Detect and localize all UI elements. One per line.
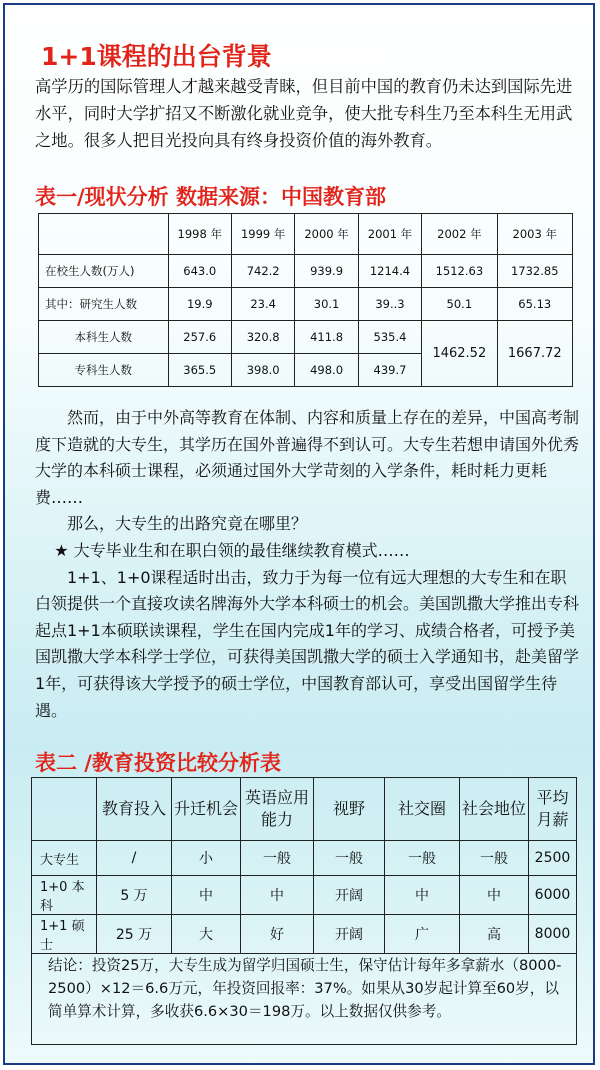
table2-heading: 表二 /教育投资比较分析表 [35, 751, 281, 775]
table-corner-cell [32, 778, 97, 841]
enrollment-table [38, 213, 573, 387]
table-corner-cell [39, 214, 169, 255]
table-cell: 6000 [529, 876, 577, 915]
table-row [39, 255, 573, 288]
intro-paragraph: 高学历的国际管理人才越来越受青睐，但目前中国的教育仍未达到国际先进水平，同时大学扩招又不断激化就业竞争，使大批专科生乃至本科生无用武之地。很多人把目光投向具有终身投资价值的海外教育。 [35, 77, 573, 150]
table-row [39, 214, 573, 255]
row-label: 在校生人数(万人) [39, 255, 169, 288]
table-cell: 65.13 [497, 288, 572, 321]
table-cell: 2500 [529, 841, 577, 876]
year-header: 1999 年 [231, 214, 294, 255]
star-paragraph: ★ 大专毕业生和在职白领的最佳继续教育模式…… [54, 540, 410, 560]
year-header: 2002 年 [422, 214, 497, 255]
table-cell: 25 万 [97, 915, 172, 954]
page-frame [3, 3, 595, 1065]
table-row [32, 778, 576, 841]
table-cell: 1732.85 [497, 255, 572, 288]
row-label: 大专生 [32, 841, 97, 876]
table-cell: 742.2 [231, 255, 294, 288]
row-label: 1+0 本科 [32, 876, 97, 915]
table-cell: / [97, 841, 172, 876]
table-cell: 939.9 [295, 255, 358, 288]
comparison-table [32, 778, 576, 954]
merged-cell: 1667.72 [497, 321, 572, 387]
table-cell: 643.0 [168, 255, 231, 288]
table-cell: 开阔 [314, 915, 385, 954]
table-cell: 257.6 [168, 321, 231, 354]
comparison-box [31, 777, 577, 1045]
paragraph: 那么，大专生的出路究竟在哪里？ [67, 514, 308, 534]
table-row [39, 321, 573, 354]
column-header: 英语应用能力 [241, 778, 314, 841]
table-cell: 一般 [314, 841, 385, 876]
table-cell: 小 [172, 841, 241, 876]
table-cell: 好 [241, 915, 314, 954]
year-header: 2003 年 [497, 214, 572, 255]
column-header: 平均月薪 [529, 778, 577, 841]
row-label: 1+1 硕士 [32, 915, 97, 954]
column-header: 社交圈 [385, 778, 460, 841]
table-row [39, 288, 573, 321]
column-header: 社会地位 [460, 778, 529, 841]
body-text [35, 405, 580, 724]
table-cell: 中 [172, 876, 241, 915]
table-cell: 23.4 [231, 288, 294, 321]
table-cell: 一般 [460, 841, 529, 876]
table-row [32, 915, 576, 954]
table-cell: 开阔 [314, 876, 385, 915]
row-label: 本科生人数 [39, 321, 169, 354]
column-header: 升迁机会 [172, 778, 241, 841]
column-header: 教育投入 [97, 778, 172, 841]
column-header: 视野 [314, 778, 385, 841]
table-cell: 498.0 [295, 354, 358, 387]
row-label: 专科生人数 [39, 354, 169, 387]
merged-cell: 1462.52 [422, 321, 497, 387]
table-cell: 1214.4 [358, 255, 421, 288]
year-header: 1998 年 [168, 214, 231, 255]
table-cell: 一般 [241, 841, 314, 876]
year-header: 2000 年 [295, 214, 358, 255]
conclusion-text: 结论：投资25万，大专生成为留学归国硕士生，保守估计每年多拿薪水（8000-2500）×12＝6.6万元，年投资回报率：37%。如果从30岁起计算至60岁，以简单算术计算，多收获6.6×30＝198万。以上数据仅供参考。 [48, 957, 562, 1020]
page-title: 1+1课程的出台背景 [41, 42, 272, 71]
table-cell: 中 [460, 876, 529, 915]
table-cell: 19.9 [168, 288, 231, 321]
paragraph: 1+1、1+0课程适时出击，致力于为每一位有远大理想的大专生和在职白领提供一个直接攻读名牌海外大学本科硕士的机会。美国凯撒大学推出专科起点1+1本硕联读课程，学生在国内完成1年的学习、成绩合格者，可授予美国凯撒大学本科学士学位，可获得美国凯撒大学的硕士入学通知书，赴美留学1年，可获得该大学授予的硕士学位，中国教育部认可，享受出国留学生待遇。 [35, 567, 580, 720]
table-cell: 8000 [529, 915, 577, 954]
table-cell: 大 [172, 915, 241, 954]
table-cell: 一般 [385, 841, 460, 876]
row-label: 其中：研究生人数 [39, 288, 169, 321]
table-cell: 439.7 [358, 354, 421, 387]
table-cell: 39..3 [358, 288, 421, 321]
table-cell: 398.0 [231, 354, 294, 387]
table-cell: 广 [385, 915, 460, 954]
table-cell: 365.5 [168, 354, 231, 387]
table-cell: 1512.63 [422, 255, 497, 288]
table-cell: 320.8 [231, 321, 294, 354]
table-row [32, 841, 576, 876]
table-cell: 50.1 [422, 288, 497, 321]
year-header: 2001 年 [358, 214, 421, 255]
paragraph: 然而，由于中外高等教育在体制、内容和质量上存在的差异，中国高考制度下造就的大专生，其学历在国外普遍得不到认可。大专生若想申请国外优秀大学的本科硕士课程，必须通过国外大学苛刻的入学条件，耗时耗力更耗费…… [35, 408, 580, 507]
table-row [32, 876, 576, 915]
table-cell: 中 [385, 876, 460, 915]
table-cell: 5 万 [97, 876, 172, 915]
table-cell: 535.4 [358, 321, 421, 354]
table-cell: 30.1 [295, 288, 358, 321]
table-cell: 中 [241, 876, 314, 915]
table-cell: 411.8 [295, 321, 358, 354]
table1-heading: 表一/现状分析 数据来源：中国教育部 [35, 185, 386, 209]
table-cell: 高 [460, 915, 529, 954]
